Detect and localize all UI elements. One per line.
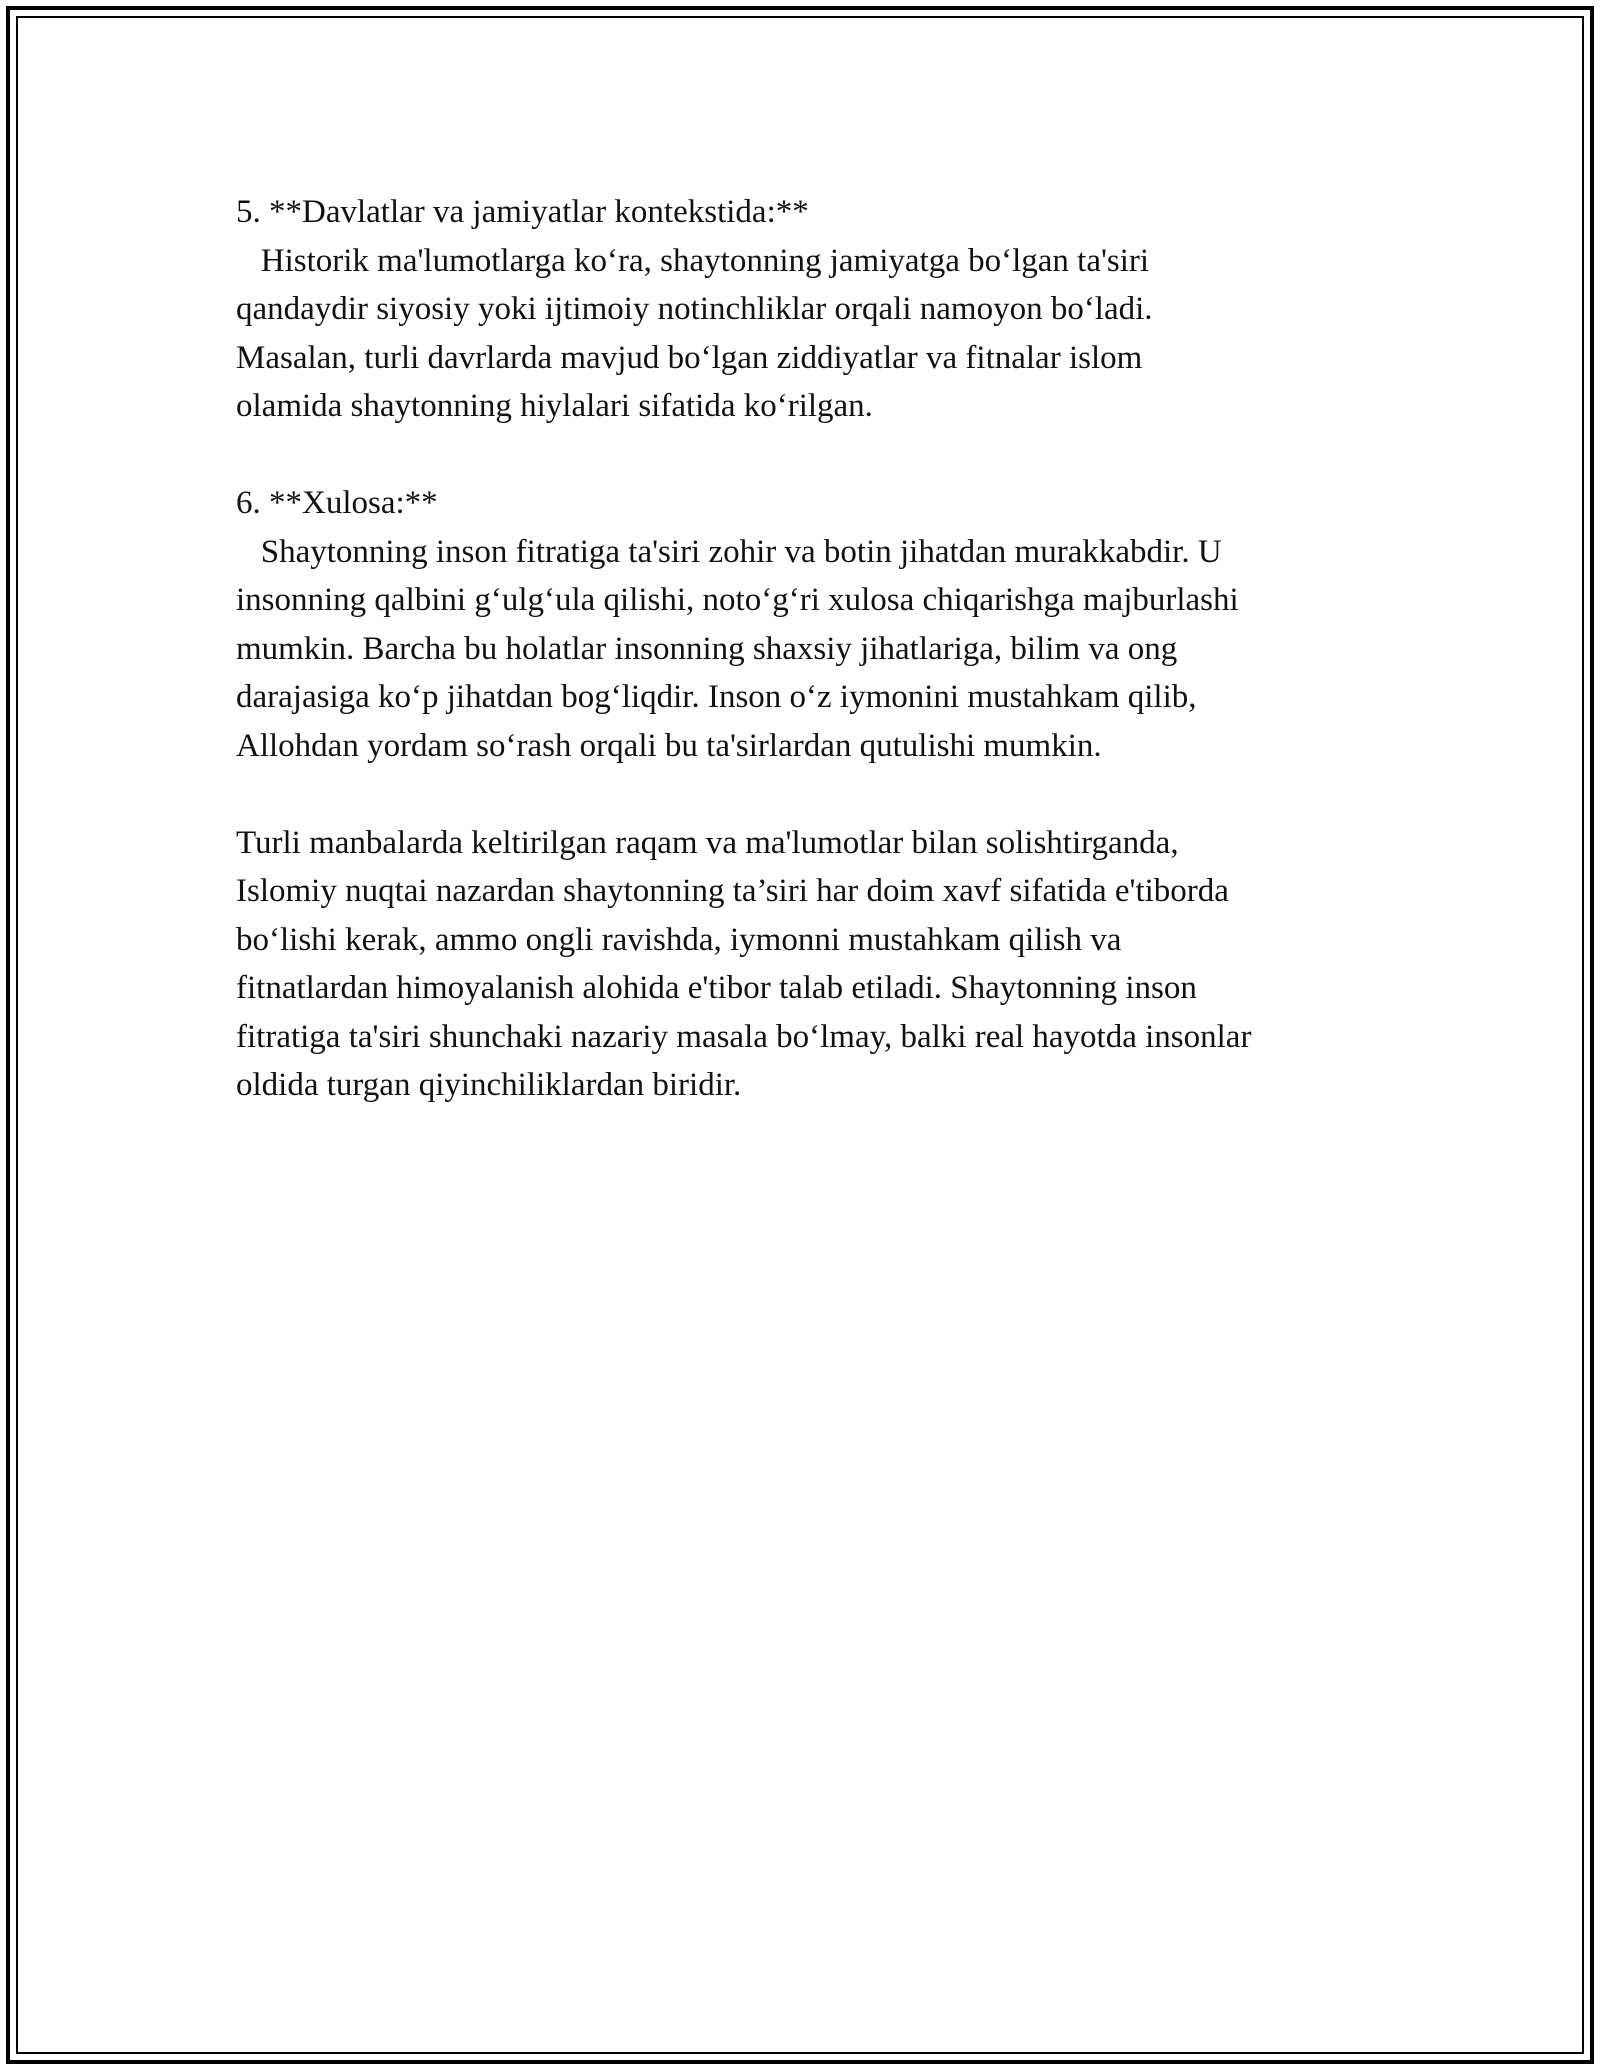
paragraph-gap: [236, 431, 1396, 480]
section-6-line: Allohdan yordam so‘rash orqali bu ta'sirlardan qutulishi mumkin.: [236, 727, 1102, 764]
section-6-line: darajasiga ko‘p jihatdan bog‘liqdir. Inson o‘z iymonini mustahkam qilib,: [236, 679, 1197, 715]
document-body: [236, 188, 1396, 1110]
section-6-line: mumkin. Barcha bu holatlar insonning shaxsiy jihatlariga, bilim va ong: [236, 630, 1178, 667]
section-6-line: Shaytonning inson fitratiga ta'siri zohir va botin jihatdan murakkabdir. U: [236, 533, 1222, 570]
section-5-heading: 5. **Davlatlar va jamiyatlar kontekstida:**: [236, 194, 809, 230]
section-6-heading: 6. **Xulosa:**: [236, 485, 438, 521]
conclusion-line: Turli manbalarda keltirilgan raqam va ma'lumotlar bilan solishtirganda,: [236, 824, 1179, 861]
conclusion-line: Islomiy nuqtai nazardan shaytonning ta’siri har doim xavf sifatida e'tiborda: [236, 873, 1229, 909]
conclusion-line: oldida turgan qiyinchiliklardan biridir.: [236, 1067, 742, 1103]
section-5-line: qandaydir siyosiy yoki ijtimoiy notinchliklar orqali namoyon bo‘ladi.: [236, 291, 1153, 327]
paragraph-gap: [236, 770, 1396, 819]
conclusion-paragraph: [236, 819, 1396, 1110]
section-5-line: Masalan, turli davrlarda mavjud bo‘lgan ziddiyatlar va fitnalar islom: [236, 339, 1143, 376]
section-6-line: insonning qalbini g‘ulg‘ula qilishi, noto‘g‘ri xulosa chiqarishga majburlashi: [236, 582, 1239, 618]
conclusion-line: bo‘lishi kerak, ammo ongli ravishda, iymonni mustahkam qilish va: [236, 921, 1122, 958]
section-5-line: olamida shaytonning hiylalari sifatida ko‘rilgan.: [236, 388, 873, 424]
section-5-line: Historik ma'lumotlarga ko‘ra, shaytonning jamiyatga bo‘lgan ta'siri: [236, 242, 1150, 279]
section-5: [236, 188, 1396, 431]
conclusion-line: fitnatlardan himoyalanish alohida e'tibor talab etiladi. Shaytonning inson: [236, 970, 1197, 1006]
section-6: [236, 479, 1396, 770]
conclusion-line: fitratiga ta'siri shunchaki nazariy masala bo‘lmay, balki real hayotda insonlar: [236, 1018, 1252, 1055]
